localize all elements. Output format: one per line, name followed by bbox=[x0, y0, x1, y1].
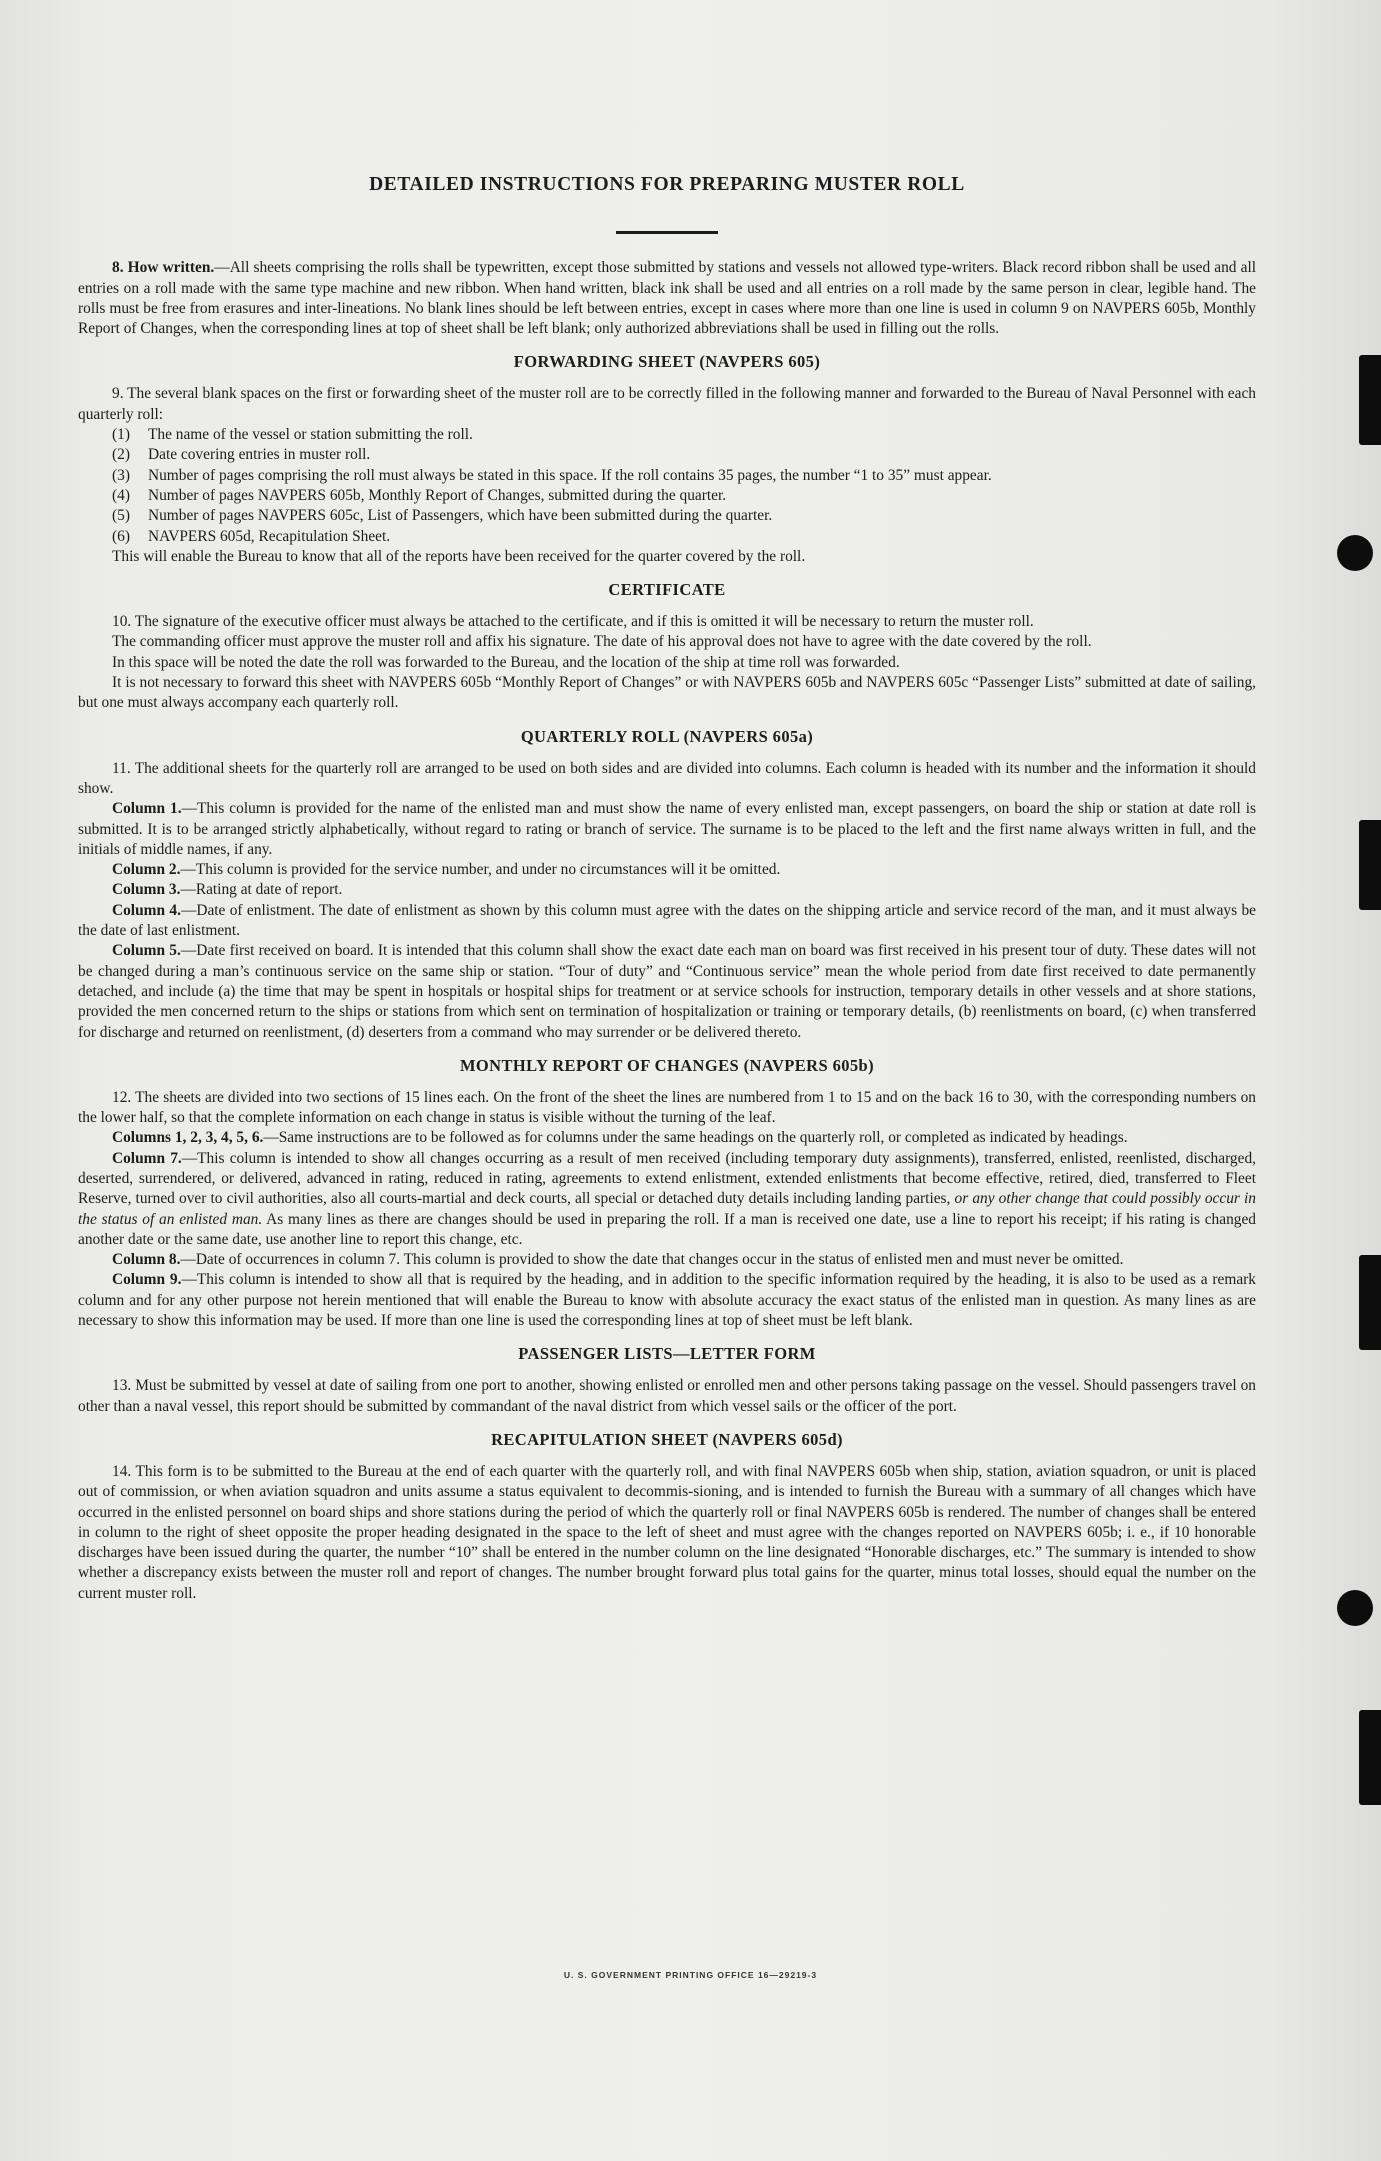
list-item bbox=[112, 425, 1256, 445]
section-heading-quarterly: QUARTERLY ROLL (NAVPERS 605a) bbox=[520, 726, 814, 746]
column-9-instruction bbox=[78, 1270, 1256, 1331]
paragraph: The commanding officer must approve the muster roll and affix his signature. The date of his approval does not have to agree with the date covered by the roll. bbox=[112, 633, 1092, 651]
list-item-number: (3) bbox=[112, 466, 130, 484]
section-heading-passenger: PASSENGER LISTS—LETTER FORM bbox=[518, 1344, 816, 1364]
paragraph: In this space will be noted the date the roll was forwarded to the Bureau, and the location of the ship at time roll was forwarded. bbox=[112, 653, 900, 671]
paragraph-lead: Column 2. bbox=[112, 861, 181, 879]
list-item bbox=[112, 486, 1256, 506]
list-item bbox=[112, 527, 1256, 547]
column-1-instruction bbox=[78, 799, 1256, 860]
binder-tab-mark bbox=[1359, 820, 1381, 910]
paragraph-lead: Column 1. bbox=[112, 800, 182, 818]
paragraph-lead: Columns 1, 2, 3, 4, 5, 6. bbox=[112, 1129, 264, 1147]
title-rule bbox=[616, 231, 718, 234]
list-item bbox=[112, 466, 1256, 486]
paragraph-text: —Date of occurrences in column 7. This column is provided to show the date that changes occur in the status of enlisted men and must never be omitted. bbox=[180, 1251, 1124, 1269]
paragraph-12: 12. The sheets are divided into two sections of 15 lines each. On the front of the sheet the lines are numbered from 1 to 15 and on the back 16 to 30, with the corresponding numbers on the lower half, so that the complete information on each change in status is visible without the turning of the leaf. bbox=[78, 1088, 1256, 1127]
columns-1-6-instruction bbox=[78, 1128, 1256, 1148]
paragraph-text: —Same instructions are to be followed as for columns under the same headings on the quarterly roll, or completed as indicated by headings. bbox=[263, 1129, 1128, 1147]
paragraph-11: 11. The additional sheets for the quarterly roll are arranged to be used on both sides and are divided into columns. Each column is headed with its number and the information it should show. bbox=[78, 759, 1256, 797]
paragraph-lead: Column 3. bbox=[112, 881, 181, 899]
paragraph-lead: Column 5. bbox=[112, 942, 181, 960]
paragraph-text: —Date first received on board. It is intended that this column shall show the exact date each man on board was first received in his present tour of duty. These dates will not be changed during a man’s continuous service on the same ship or station. “Tour of duty” and “Continuous service” mean the whole period from date first received to date permanently detached, and include (a) the time that may be spent in hospitals or hospital ships for treatment or at service schools for instruction, temporary details in other vessels and at shore stations, provided the men concerned return to the ships or stations from which sent on termination of hospitalization or training or temporary details, (b) reenlistments on board, (c) when transferred for discharge and returned on reenlistment, (d) deserters from a command who may surrender or be delivered thereto. bbox=[78, 942, 1256, 1041]
paragraph-9: 9. The several blank spaces on the first or forwarding sheet of the muster roll are to be correctly filled in the following manner and forwarded to the Bureau of Naval Personnel with each quarterly roll: bbox=[78, 385, 1256, 423]
paragraph-italic-text: or any other change that could possibly occur in the status of an enlisted man. bbox=[78, 1190, 1256, 1228]
list-item-text: Number of pages NAVPERS 605b, Monthly Report of Changes, submitted during the quarter. bbox=[148, 486, 727, 504]
paragraph-lead: 8. How written. bbox=[112, 259, 215, 277]
section-heading-certificate: CERTIFICATE bbox=[608, 580, 726, 600]
column-7-instruction bbox=[78, 1149, 1256, 1250]
section-heading-forwarding: FORWARDING SHEET (NAVPERS 605) bbox=[513, 352, 821, 372]
paragraph-lead: Column 9. bbox=[112, 1271, 182, 1289]
list-item-number: (6) bbox=[112, 527, 130, 545]
list-item bbox=[112, 445, 1256, 465]
paragraph-text: —This column is intended to show all changes occurring as a result of men received (including temporary duty assignments), transferred, enlisted, reenlisted, discharged, deserted, surrendered, or delivered, advanced in rating, reduced in rating, agreements to extend enlistment, extended enlistments that become effective, retired, died, transferred to Fleet Reserve, turned over to civil authorities, also all courts-martial and deck courts, all special or detached duty details including landing parties, bbox=[78, 1149, 1256, 1208]
column-4-instruction bbox=[78, 901, 1256, 942]
paragraph-text: —This column is intended to show all that is required by the heading, and in addition to the specific information required by the heading, it is also to be used as a remark column and for any other purpose not herein mentioned that will enable the Bureau to know with absolute accuracy the exact status of the enlisted man in question. As many lines as are necessary to show this information may be used. If more than one line is used the corresponding lines at top of sheet must be left blank. bbox=[78, 1271, 1256, 1330]
column-8-instruction bbox=[78, 1250, 1256, 1270]
binder-tab-mark bbox=[1359, 1255, 1381, 1350]
paragraph-lead: Column 8. bbox=[112, 1251, 181, 1269]
column-5-instruction bbox=[78, 941, 1256, 1042]
list-item-number: (5) bbox=[112, 507, 130, 525]
list-item-text: The name of the vessel or station submitting the roll. bbox=[148, 426, 473, 444]
binder-tab-mark bbox=[1359, 1710, 1381, 1805]
list-item-text: Number of pages comprising the roll must always be stated in this space. If the roll contains 35 pages, the number “1 to 35” must appear. bbox=[148, 466, 992, 484]
column-2-instruction bbox=[78, 860, 1256, 880]
list-item-number: (4) bbox=[112, 486, 130, 504]
list-item-number: (1) bbox=[112, 426, 130, 444]
list-item-text: Number of pages NAVPERS 605c, List of Passengers, which have been submitted during the quarter. bbox=[148, 507, 773, 525]
paragraph-13: 13. Must be submitted by vessel at date of sailing from one port to another, showing enlisted or enrolled men and other persons taking passage on the vessel. Should passengers travel on other than a naval vessel, this report should be submitted by commandant of the naval district from which vessel sails or the officer of the port. bbox=[78, 1377, 1256, 1415]
paragraph-14: 14. This form is to be submitted to the Bureau at the end of each quarter with the quarterly roll, and with final NAVPERS 605b when ship, station, aviation squadron, or unit is placed out of commission, or when aviation squadron and units assume a status equivalent to decommis-sioning, and is intended to furnish the Bureau with a summary of all changes which have occurred in the enlisted personnel on board ships and shore stations during the period of which the quarterly roll or final NAVPERS 605b is rendered. The number of changes shall be entered in column to the right of sheet opposite the proper heading designated in the space to the left of sheet and must agree with the changes reported on NAVPERS 605b; i. e., if 10 honorable discharges have been issued during the quarter, the number “10” shall be entered in the number column on the line designated “Honorable discharges, etc.” The summary is intended to show whether a discrepancy exists between the muster roll and report of changes. The number brought forward plus total gains for the quarter, minus total losses, should equal the number on the current muster roll. bbox=[78, 1462, 1256, 1602]
paragraph-lead: Column 4. bbox=[112, 901, 181, 919]
printer-imprint: U. S. GOVERNMENT PRINTING OFFICE 16—29219-3 bbox=[563, 1970, 818, 1980]
punch-hole bbox=[1337, 535, 1373, 571]
punch-hole bbox=[1337, 1590, 1373, 1626]
paragraph-8 bbox=[78, 258, 1256, 339]
page-title: DETAILED INSTRUCTIONS FOR PREPARING MUSTER ROLL bbox=[369, 174, 965, 195]
list-item-text: NAVPERS 605d, Recapitulation Sheet. bbox=[148, 527, 391, 545]
section-heading-monthly: MONTHLY REPORT OF CHANGES (NAVPERS 605b) bbox=[459, 1055, 875, 1075]
paragraph-lead: Column 7. bbox=[112, 1149, 182, 1167]
list-item-number: (2) bbox=[112, 446, 130, 464]
paragraph-text: —All sheets comprising the rolls shall be typewritten, except those submitted by stations and vessels not allowed type-writers. Black record ribbon shall be used and all entries on a roll made with the same type machine and new ribbon. When hand written, black ink shall be used and all entries on a roll made by the same person in clear, legible hand. The rolls must be free from erasures and inter-lineations. No blank lines should be left between entries, except in cases where more than one line is used in column 9 on NAVPERS 605b, Monthly Report of Changes, when the corresponding lines at top of sheet shall be left blank; only authorized abbreviations shall be used in filling out the rolls. bbox=[78, 259, 1257, 338]
document-body bbox=[78, 175, 1256, 1604]
paragraph-text: —This column is provided for the service number, and under no circumstances will it be omitted. bbox=[180, 861, 781, 879]
column-3-instruction bbox=[78, 880, 1256, 900]
paragraph: It is not necessary to forward this sheet with NAVPERS 605b “Monthly Report of Changes” or with NAVPERS 605b and NAVPERS 605c “Passenger Lists” submitted at date of sailing, but one must always accompany each quarterly roll. bbox=[78, 674, 1256, 712]
list-item bbox=[112, 506, 1256, 526]
forwarding-list bbox=[112, 425, 1256, 547]
paragraph-text: —This column is provided for the name of the enlisted man and must show the name of every enlisted man, except passengers, on board the ship or station at date roll is submitted. It is to be arranged strictly alphabetically, without regard to rating or branch of service. The surname is to be placed to the left and the first name always written in full, and the initials of middle names, if any. bbox=[78, 800, 1256, 858]
binder-tab-mark bbox=[1359, 355, 1381, 445]
section-heading-recapitulation: RECAPITULATION SHEET (NAVPERS 605d) bbox=[491, 1429, 843, 1449]
list-item-text: Date covering entries in muster roll. bbox=[148, 446, 371, 464]
paragraph-text: —Rating at date of report. bbox=[180, 881, 343, 899]
forwarding-closing: This will enable the Bureau to know that all of the reports have been received for the quarter covered by the roll. bbox=[112, 547, 806, 565]
paragraph-text: As many lines as there are changes should be used in preparing the roll. If a man is received one date, use a line to report his receipt; if his rating is changed another date or the same date, use another line to report this change, etc. bbox=[78, 1210, 1256, 1248]
paragraph-text: —Date of enlistment. The date of enlistment as shown by this column must agree with the dates on the shipping article and service record of the man, and it must always be the date of last enlistment. bbox=[78, 901, 1257, 940]
paragraph-10: 10. The signature of the executive officer must always be attached to the certificate, and if this is omitted it will be necessary to return the muster roll. bbox=[112, 613, 1034, 631]
